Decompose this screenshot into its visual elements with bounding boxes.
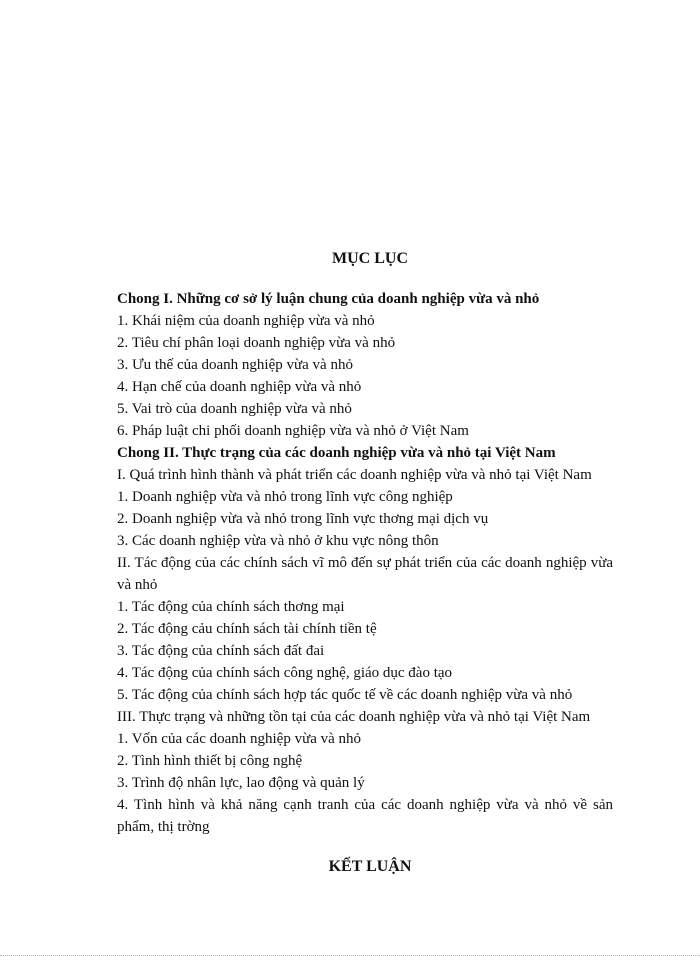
toc-entry: 3. Tác động của chính sách đất đai	[117, 643, 325, 659]
page-break-line	[0, 955, 700, 956]
toc-entry: II. Tác động của các chính sách vĩ mô đến sự phát triển của các doanh nghiệp vừa và nhỏ	[117, 555, 613, 593]
toc-entry: 4. Hạn chế của doanh nghiệp vừa và nhỏ	[117, 379, 362, 395]
toc-entry: 6. Pháp luật chi phối doanh nghiệp vừa và nhỏ ở Việt Nam	[117, 423, 469, 439]
toc-entry: 1. Tác động của chính sách thơng mại	[117, 599, 345, 615]
toc-chapter-heading: Chong II. Thực trạng của các doanh nghiệp vừa và nhỏ tại Việt Nam	[117, 445, 556, 461]
toc-entry: 3. Ưu thế của doanh nghiệp vừa và nhỏ	[117, 357, 353, 373]
toc-entry: III. Thực trạng và những tồn tại của các doanh nghiệp vừa và nhỏ tại Việt Nam	[117, 709, 591, 725]
conclusion-heading: KẾT LUẬN	[328, 858, 412, 875]
toc-entry: 3. Trình độ nhân lực, lao động và quản lý	[117, 775, 365, 791]
toc-entry: 2. Tình hình thiết bị công nghệ	[117, 753, 303, 769]
toc-entry: 2. Tiêu chí phân loại doanh nghiệp vừa và nhỏ	[117, 335, 396, 351]
toc-entry: 3. Các doanh nghiệp vừa và nhỏ ở khu vực nông thôn	[117, 533, 439, 549]
table-of-contents	[117, 288, 613, 838]
toc-entry: 5. Tác động của chính sách hợp tác quốc tế về các doanh nghiệp vừa và nhỏ	[117, 687, 573, 703]
toc-entry: 1. Vốn của các doanh nghiệp vừa và nhỏ	[117, 731, 362, 747]
toc-entry: 4. Tình hình và khả năng cạnh tranh của các doanh nghiệp vừa và nhỏ về sản phẩm, thị trờng	[117, 797, 613, 835]
toc-entry: 1. Doanh nghiệp vừa và nhỏ trong lĩnh vực công nghiệp	[117, 489, 453, 505]
toc-entry: I. Quá trình hình thành và phát triển các doanh nghiệp vừa và nhỏ tại Việt Nam	[117, 467, 592, 483]
toc-entry: 1. Khái niệm của doanh nghiệp vừa và nhỏ	[117, 313, 375, 329]
toc-entry: 2. Tác động cảu chính sách tài chính tiền tệ	[117, 621, 377, 637]
toc-entry: 4. Tác động của chính sách công nghệ, giáo dục đào tạo	[117, 665, 453, 681]
toc-chapter-heading: Chong I. Những cơ sở lý luận chung của doanh nghiệp vừa và nhỏ	[117, 291, 540, 307]
toc-entry: 5. Vai trò của doanh nghiệp vừa và nhỏ	[117, 401, 352, 417]
toc-entry: 2. Doanh nghiệp vừa và nhỏ trong lĩnh vực thơng mại dịch vụ	[117, 511, 489, 527]
toc-title: MỤC LỤC	[332, 250, 408, 267]
